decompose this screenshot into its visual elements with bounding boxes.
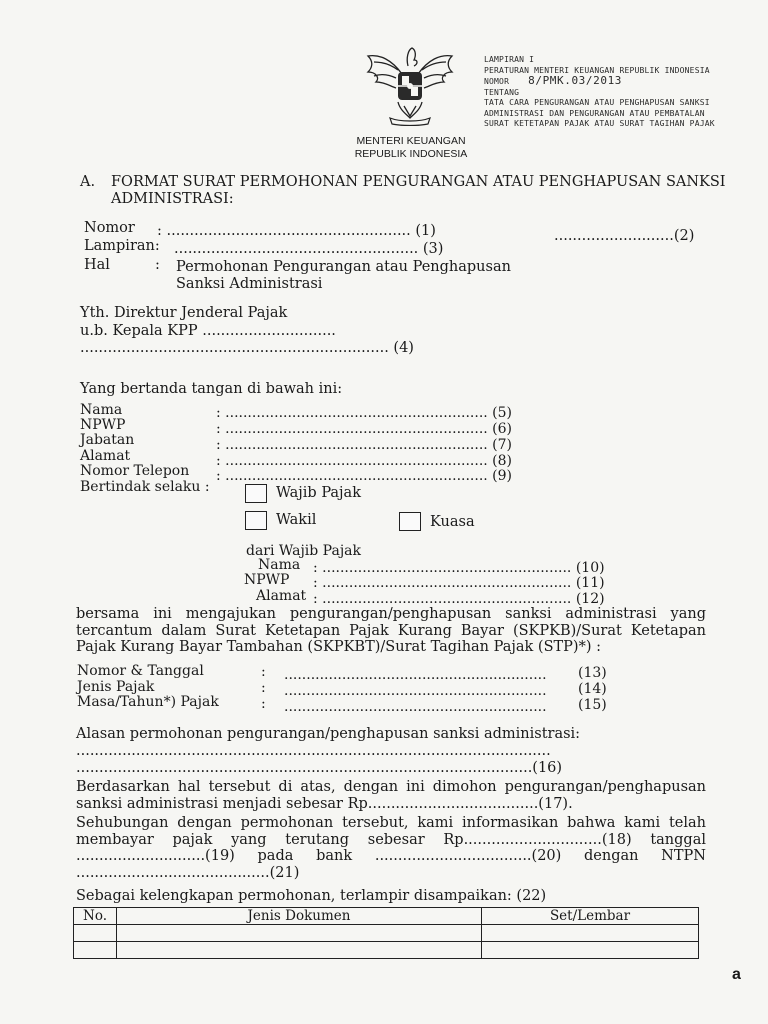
decree-jenis-label: Jenis Pajak: [77, 679, 155, 695]
col-jenis-dokumen: Jenis Dokumen: [117, 908, 482, 925]
acting-as-label: Bertindak selaku :: [80, 479, 210, 495]
regulation-header: [484, 55, 715, 130]
garuda-icon: [362, 40, 458, 126]
addressee-line-3: ................................................................... (4): [80, 340, 414, 356]
decree-nomor-label: Nomor & Tanggal: [77, 663, 204, 679]
section-letter: A.: [80, 174, 96, 190]
decree-jenis-num: (14): [578, 681, 607, 697]
garuda-pancasila-emblem: [362, 40, 458, 126]
decree-nomor-fill: ...........................................................: [284, 667, 547, 683]
request-line-2: tercantum dalam Surat Ketetapan Pajak Kurang Bayar (SKPKB)/Surat Ketetapan: [76, 622, 706, 639]
page-mark: a: [732, 966, 741, 983]
regulation-number-row: [484, 76, 715, 88]
regulation-number: 8/PMK.03/2013: [528, 74, 623, 87]
payment-line-1: Sehubungan dengan permohonan tersebut, kami informasikan bahwa kami telah: [76, 815, 706, 831]
taxpayer-heading: dari Wajib Pajak: [246, 543, 361, 559]
ministry-line-2: REPUBLIK INDONESIA: [354, 148, 468, 160]
lampiran-label: Lampiran:: [84, 238, 160, 254]
hal-colon: :: [155, 257, 160, 273]
payment-line-3: ............................(19) pada bank ..................................(20) dengan NTPN: [76, 848, 706, 864]
addressee: [80, 305, 414, 358]
decree-jenis-colon: :: [261, 680, 266, 696]
taxpayer-nama-fill: : ........................................................ (10): [313, 560, 605, 576]
section-title: [111, 174, 726, 208]
signer-field-alamat-fill: : ........................................................... (8): [216, 453, 513, 469]
kuasa-checkbox[interactable]: [399, 512, 421, 531]
taxpayer-npwp-label: NPWP: [244, 572, 290, 588]
addressee-line-2: u.b. Kepala KPP .............................: [80, 322, 336, 339]
request-line-3: Pajak Kurang Bayar Tambahan (SKPKBT)/Surat Tagihan Pajak (STP)*) :: [76, 639, 601, 655]
signer-field-nama-fill: : ........................................................... (5): [216, 405, 513, 421]
addressee-line-1: Yth. Direktur Jenderal Pajak: [80, 305, 288, 321]
request-line-1: bersama ini mengajukan pengurangan/penghapusan sanksi administrasi yang: [76, 606, 706, 622]
based-line-2: sanksi administrasi menjadi sebesar Rp.....................................(17).: [76, 795, 573, 812]
decree-nomor-num: (13): [578, 665, 607, 681]
payment-line-4: ..........................................(21): [76, 864, 300, 881]
signer-field-npwp-label: NPWP: [80, 417, 126, 433]
based-line-1: Berdasarkan hal tersebut di atas, dengan ini dimohon pengurangan/penghapusan: [76, 779, 706, 795]
attachments-table: [73, 907, 699, 959]
request-paragraph: [76, 606, 706, 656]
nomor-label: Nomor: [84, 220, 135, 236]
reason-label: Alasan permohonan pengurangan/penghapusan sanksi administrasi:: [76, 726, 581, 742]
wakil-label: Wakil: [276, 512, 317, 528]
table-row: [74, 942, 699, 959]
payment-paragraph: [76, 815, 706, 881]
decree-nomor-colon: :: [261, 664, 266, 680]
signer-field-alamat-label: Alamat: [80, 448, 131, 464]
tentang-line-2: ADMINISTRASI DAN PENGURANGAN ATAU PEMBATALAN: [484, 108, 705, 118]
signer-field-telepon-label: Nomor Telepon: [80, 463, 190, 479]
lampiran-fill: ..................................................... (3): [174, 241, 444, 257]
wakil-checkbox[interactable]: [245, 511, 267, 530]
col-no: No.: [74, 908, 117, 925]
regulation-title: PERATURAN MENTERI KEUANGAN REPUBLIK INDONESIA: [484, 65, 710, 75]
reason-line-1: .......................................................................................................: [76, 743, 551, 759]
section-title-line-1: FORMAT SURAT PERMOHONAN PENGURANGAN ATAU PENGHAPUSAN SANKSI: [111, 174, 726, 190]
section-title-line-2: ADMINISTRASI:: [111, 191, 234, 207]
hal-label: Hal: [84, 257, 110, 273]
decree-masa-num: (15): [578, 697, 607, 713]
tentang-line-1: TATA CARA PENGURANGAN ATAU PENGHAPUSAN SANKSI: [484, 98, 710, 107]
hal-subject-line-2: Sanksi Administrasi: [176, 276, 323, 292]
taxpayer-alamat-fill: : ........................................................ (12): [313, 591, 605, 607]
lampiran-label: LAMPIRAN I: [484, 55, 535, 64]
decree-jenis-fill: ...........................................................: [284, 683, 547, 699]
kuasa-label: Kuasa: [430, 514, 475, 530]
nomor-fill: : ..................................................... (1): [157, 223, 436, 239]
wajib-pajak-label: Wajib Pajak: [276, 485, 361, 501]
hal-subject: [176, 259, 511, 293]
table-header-row: [74, 908, 699, 925]
hal-subject-line-1: Permohonan Pengurangan atau Penghapusan: [176, 259, 511, 275]
regulation-number-label: NOMOR: [484, 77, 510, 86]
table-row: [74, 925, 699, 942]
ministry-heading: [336, 135, 486, 161]
decree-masa-label: Masa/Tahun*) Pajak: [77, 694, 219, 710]
taxpayer-npwp-fill: : ........................................................ (11): [313, 575, 605, 591]
decree-masa-colon: :: [261, 696, 266, 712]
signer-intro: Yang bertanda tangan di bawah ini:: [80, 381, 343, 397]
signer-field-jabatan-fill: : ........................................................... (7): [216, 437, 513, 453]
ministry-line-1: MENTERI KEUANGAN: [356, 135, 466, 147]
signer-field-npwp-fill: : ........................................................... (6): [216, 421, 513, 437]
date-fill: ..........................(2): [554, 228, 695, 244]
tentang-label: TENTANG: [484, 87, 520, 97]
signer-field-jabatan-label: Jabatan: [80, 432, 135, 448]
payment-line-2: membayar pajak yang terutang sebesar Rp..............................(18) tanggal: [76, 831, 706, 848]
based-paragraph: [76, 779, 706, 812]
signer-field-nama-label: Nama: [80, 402, 123, 418]
wajib-pajak-checkbox[interactable]: [245, 484, 267, 503]
attachments-intro: Sebagai kelengkapan permohonan, terlampir disampaikan: (22): [76, 888, 547, 904]
tentang-line-3: SURAT KETETAPAN PAJAK ATAU SURAT TAGIHAN PAJAK: [484, 119, 715, 128]
taxpayer-alamat-label: Alamat: [256, 588, 307, 604]
taxpayer-nama-label: Nama: [258, 557, 301, 573]
decree-masa-fill: ...........................................................: [284, 699, 547, 715]
col-set-lembar: Set/Lembar: [482, 908, 699, 925]
signer-field-telepon-fill: : ........................................................... (9): [216, 468, 513, 484]
reason-line-2: ...................................................................................................(16): [76, 760, 563, 776]
